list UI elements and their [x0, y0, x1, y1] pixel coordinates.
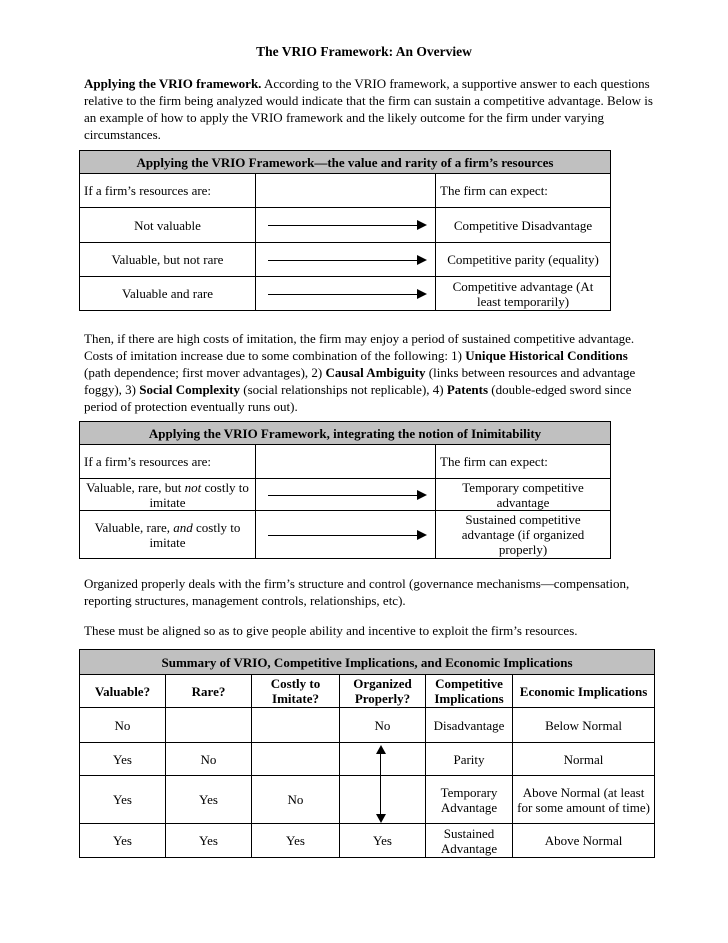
table-row: [80, 208, 611, 243]
imitation-term: Patents: [446, 382, 489, 397]
table-row: [80, 479, 611, 511]
table-row: [80, 277, 611, 311]
imitation-text: (path dependence; first mover advantages), 2): [84, 365, 326, 380]
cell: No: [340, 708, 426, 743]
cell: Yes: [340, 824, 426, 858]
outcome-cell: Competitive parity (equality): [436, 243, 611, 277]
cell: [252, 743, 340, 776]
cell: [166, 708, 252, 743]
table2-col-left: If a firm’s resources are:: [80, 445, 256, 479]
up-down-arrow-icon: [380, 745, 382, 823]
cell: No: [80, 708, 166, 743]
cell: Yes: [80, 824, 166, 858]
condition-emphasis: and: [173, 519, 193, 535]
cell: Normal: [513, 743, 655, 776]
table-row: [80, 776, 655, 824]
col-competitive: Competitive Implications: [426, 675, 513, 708]
aligned-paragraph: These must be aligned so as to give people ability and incentive to exploit the firm’s resources.: [84, 623, 578, 638]
organized-paragraph: Organized properly deals with the firm’s structure and control (governance mechanisms—compensation, reporting structures, management controls, relationships, etc).: [84, 576, 630, 608]
condition-cell: Valuable and rare: [80, 277, 256, 311]
right-arrow-icon: [256, 277, 436, 311]
table-row: [80, 824, 655, 858]
condition-text: costly to imitate: [149, 479, 249, 510]
table-row: [80, 743, 655, 776]
table2-spacer: [256, 445, 436, 479]
condition-cell: [80, 479, 256, 511]
intro-paragraph: [84, 75, 654, 143]
table-row: [80, 243, 611, 277]
cell: Above Normal (at least for some amount of time): [513, 776, 655, 824]
cell: Yes: [80, 743, 166, 776]
cell: Yes: [252, 824, 340, 858]
col-costly: Costly to Imitate?: [252, 675, 340, 708]
intro-lead: Applying the VRIO framework.: [84, 76, 262, 91]
cell: Below Normal: [513, 708, 655, 743]
condition-text: Valuable, rare,: [94, 519, 174, 535]
value-rarity-header: Applying the VRIO Framework—the value and rarity of a firm’s resources: [80, 151, 611, 174]
table1-spacer: [256, 174, 436, 208]
cell: Parity: [426, 743, 513, 776]
imitation-text: (social relationships not replicable), 4): [240, 382, 447, 397]
cell: Yes: [80, 776, 166, 824]
condition-text: costly to imitate: [149, 519, 241, 550]
right-arrow-icon: [256, 208, 436, 243]
imitation-text: (double-edged sword since period of protection eventually runs out).: [84, 382, 632, 414]
inimitability-header: Applying the VRIO Framework, integrating the notion of Inimitability: [80, 422, 611, 445]
col-economic: Economic Implications: [513, 675, 655, 708]
cell: Temporary Advantage: [426, 776, 513, 824]
imitation-term: Causal Ambiguity: [325, 365, 426, 380]
right-arrow-icon: [256, 243, 436, 277]
summary-header: Summary of VRIO, Competitive Implications, and Economic Implications: [80, 650, 655, 675]
table-row: [80, 511, 611, 559]
condition-cell: [80, 511, 256, 559]
outcome-cell: Temporary competitive advantage: [436, 479, 611, 511]
intro-text: According to the VRIO framework, a supportive answer to each questions relative to the firm being analyzed would indicate that the firm can sustain a competitive advantage. Below is an example of how to apply the VRIO framework and the likely outcome for the firm under varying circumstances.: [84, 76, 653, 142]
imitation-paragraph: [84, 330, 654, 415]
table1-col-left: If a firm’s resources are:: [80, 174, 256, 208]
col-valuable: Valuable?: [80, 675, 166, 708]
col-organized: Organized Properly?: [340, 675, 426, 708]
outcome-cell: Sustained competitive advantage (if organized properly): [436, 511, 611, 559]
cell: No: [166, 743, 252, 776]
table1-col-right: The firm can expect:: [436, 174, 611, 208]
condition-text: Valuable, rare, but: [86, 479, 185, 495]
cell: Above Normal: [513, 824, 655, 858]
imitation-text: Then, if there are high costs of imitation, the firm may enjoy a period of sustained competitive advantage. Costs of imitation increase due to some combination of the following: 1): [84, 331, 635, 363]
imitation-term: Social Complexity: [139, 382, 240, 397]
imitation-text: (links between resources and advantage foggy), 3): [84, 365, 636, 397]
outcome-cell: Competitive Disadvantage: [436, 208, 611, 243]
cell: Yes: [166, 824, 252, 858]
cell: Disadvantage: [426, 708, 513, 743]
condition-emphasis: not: [184, 479, 202, 495]
imitation-term: Unique Historical Conditions: [465, 348, 628, 363]
vrio-summary-table: [79, 649, 655, 858]
condition-cell: Not valuable: [80, 208, 256, 243]
right-arrow-icon: [256, 479, 436, 511]
right-arrow-icon: [256, 511, 436, 559]
table-row: [80, 708, 655, 743]
table2-col-right: The firm can expect:: [436, 445, 611, 479]
cell: [252, 708, 340, 743]
col-rare: Rare?: [166, 675, 252, 708]
value-rarity-table: [79, 150, 611, 311]
inimitability-table: [79, 421, 611, 559]
page-title: The VRIO Framework: An Overview: [256, 44, 472, 59]
cell: Yes: [166, 776, 252, 824]
outcome-cell: Competitive advantage (At least temporarily): [436, 277, 611, 311]
cell: No: [252, 776, 340, 824]
cell: Sustained Advantage: [426, 824, 513, 858]
condition-cell: Valuable, but not rare: [80, 243, 256, 277]
